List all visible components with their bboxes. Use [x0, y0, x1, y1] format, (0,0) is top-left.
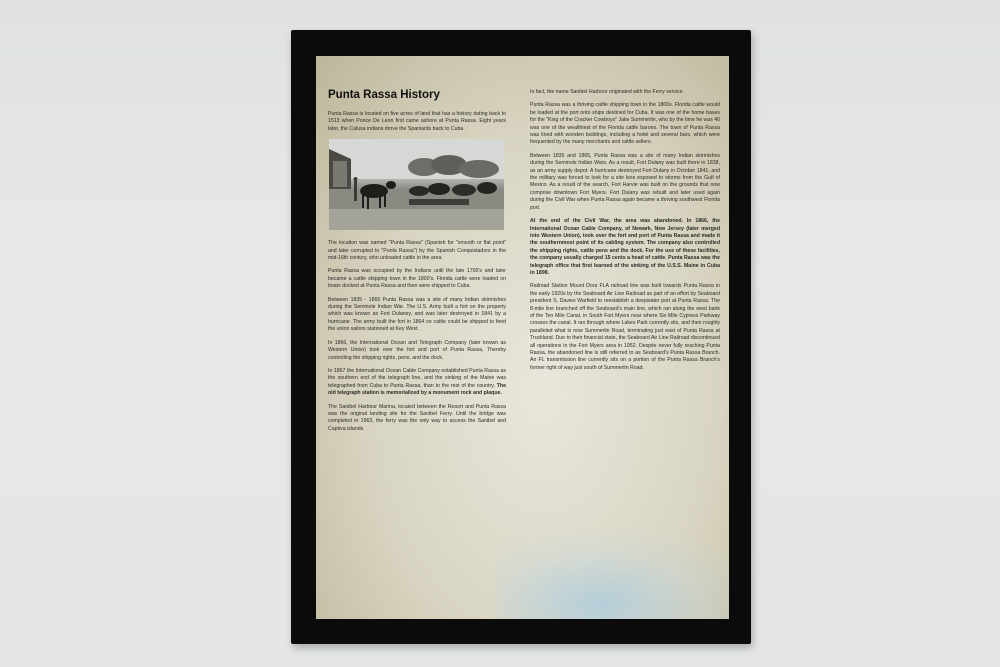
- paragraph: Between 1835 and 1865, Punta Rassa was a site of many Indian skirmishes during the Seminole Indian Wars. As a result, Fort Dulany was built there in 1838, as an army supply depot. A hurricane destroyed Fort Dulany in October 1841, and the military was forced to look for a site less exposed to storms from the Gulf of Mexico. As a result of the search, Fort Harvie was built on the grounds that now comprise downtown Fort Myers. Fort Dulany was rebuilt and later used again during the Civil War when Punta Rassa again became a thriving southwest Florida port.: [530, 152, 720, 211]
- paragraph: The Sanibel Harbour Marina, located between the Resort and Punta Rassa was the original landing site for the Sanibel Ferry. Until the bridge was completed in 1963, the ferry was the only way to access the Sanibel and Captiva islands.: [328, 403, 506, 432]
- paragraph: In fact, the name Sanibel Harbour originated with the Ferry service.: [530, 89, 684, 95]
- cattle-photo-illustration: [329, 139, 504, 230]
- paragraph-bold-text: The old telegraph station is memorialized by a monument rock and plaque.: [328, 382, 506, 397]
- light-reflection: [496, 526, 729, 619]
- paragraph: In 1866, the International Ocean and Telegraph Company (later known as Western Union) took over the fort and port of Punta Rassa, Thereby controlling the shipping rights, pens, and the dock.: [328, 339, 506, 361]
- paragraph: The location was named "Punta Rassa" (Spanish for "smooth or flat point" and later corrupted to "Punta Rassa") by the Spanish Conquistadors in the mid-16th century, who unloaded cattle in the area.: [328, 240, 506, 262]
- paragraph: Between 1835 - 1865 Punta Rassa was a site of many Indian skirmishes during the Seminole Indian War. The U.S. Army built a fort on the property which was known as Fort Dulaney, and was later destroyed in 1841 by a hurricane. The army built the fort in 1864 so cattle could be shipped to feed the union sailors stationed at Key West.: [328, 296, 506, 333]
- right-column: [530, 89, 720, 378]
- paragraph: [328, 368, 506, 398]
- paragraph-text: In 1867 the International Ocean Cable Company established Punta Rassa as the southern end of the telegraph line, and the sinking of the Maine was telegraphed from Cuba to Punta Rassa, than to the rest of the country.: [328, 367, 506, 389]
- paragraph: Punta Rassa is located on five acres of land that has a history dating back to 1513 when Ponce De Leon first came ashore at Punta Rassa. Eight years later, the Calusa indians drove the Spaniards back to Cuba.: [328, 111, 506, 132]
- plaque-frame: [291, 30, 751, 644]
- historic-cattle-photo: [329, 139, 504, 230]
- paragraph: Punta Rassa was a thriving cattle shipping town in the 1800s. Florida cattle would be loaded at the port onto ships destined for Cuba. It was one of the home bases for the "King of the Cracker Cowboys" Jake Summerlin, who by the time he was 40 was one of the wealthiest of the Florida cattle barons. The town of Punta Rassa was lined with wooden buildings, including a hotel and several bars, which were frequented by the many merchants and cattle sellers.: [530, 102, 720, 146]
- paragraph: Punta Rassa was occupied by the Indians until the late 1700's and later became a cattle shipping town in the 1800's. Florida cattle were loaded on boats docked at Punta Rassa and then were shipped to Cuba.: [328, 268, 506, 290]
- plaque-title: Punta Rassa History: [328, 89, 440, 101]
- paragraph: Railroad Station Mount Dora FLA railroad line was built towards Punta Rassa in the early 1920s by the Seaboard Air Line Railroad as part of an effort by Seaboard president S. Davies Warfield to reestablish a deepwater port at Punta Rassa. The 8-mile line branched off the Seaboard's main line, which ran along the west bank of the Ten Mile Canal, in South Fort Myers near where Six Mile Cypress Parkway crosses the canal. It ran through where Lakes Park currently sits, and then roughly paralleled what is now Summerlin Road, terminating just east of Punta Rassa at Truckland. Due to their financial state, the Seaboard Air Line Railroad discontinued all operations in the Fort Myers area in 1952. Despite never fully reaching Punta Rassa, the abandoned line is still referred to as Seaboard's Punta Rassa Branch. An FL transmission line currently sits on a portion of the Punta Rassa Branch's former right of way just south of Summerlin Road.: [530, 283, 720, 371]
- left-column: [328, 56, 506, 439]
- paragraph-bold: At the end of the Civil War, the area was abandoned. In 1866, the International Ocean Cable Company, of Newark, New Jersey (later merged into Western Union), took over the fort end port of Punta Rassa and made it the southernmost point of its cabling system. The company also controlled the shipping rights, cattle pens and the dock. For the use of these facilities, the company usually charged 15 cents a head of cattle. Punta Rassa was the telegraph office that first learned of the sinking of the U.S.S. Maine in Cuba in 1898.: [530, 218, 720, 276]
- plaque-panel: [316, 56, 729, 619]
